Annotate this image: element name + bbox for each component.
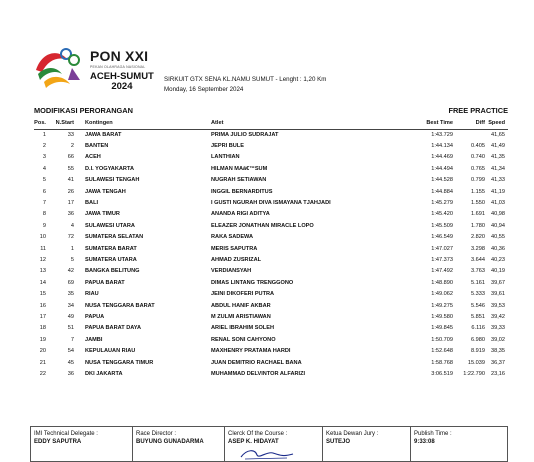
table-row — [34, 311, 508, 322]
cell-speed: 39,42 — [491, 313, 505, 320]
cell-start: 2 — [70, 143, 74, 150]
cell-diff: 3.298 — [471, 245, 485, 252]
cell-speed: 39,67 — [491, 279, 505, 286]
cell-best-time: 1:45.509 — [431, 222, 453, 229]
cell-pos: 20 — [39, 348, 46, 355]
cell-kontingen: BANGKA BELITUNG — [85, 268, 140, 275]
cell-kontingen: DKI JAKARTA — [85, 370, 123, 377]
cell-best-time: 1:52.648 — [431, 348, 453, 355]
cell-atlet: RENAL SONI CAHYONO — [211, 336, 276, 343]
cell-pos: 5 — [42, 177, 46, 184]
cell-pos: 21 — [39, 359, 46, 366]
cell-best-time: 1:44.884 — [431, 188, 453, 195]
table-row — [34, 323, 508, 334]
table-row — [34, 266, 508, 277]
results-header-row — [34, 118, 508, 129]
publish-label: Publish Time : — [414, 431, 452, 437]
cell-kontingen: BALI — [85, 200, 99, 207]
col-best-time: Best Time — [426, 120, 453, 127]
table-row — [34, 277, 508, 288]
cell-start: 7 — [70, 336, 74, 343]
cell-atlet: ELEAZER JONATHAN MIRACLE LOPO — [211, 222, 314, 229]
cell-speed: 39,53 — [491, 302, 505, 309]
cell-speed: 23,16 — [491, 370, 505, 377]
results-body — [34, 129, 508, 380]
cell-kontingen: JAMBI — [85, 336, 103, 343]
cell-best-time: 1:49.062 — [431, 291, 453, 298]
cell-pos: 17 — [39, 313, 46, 320]
cell-speed: 41,33 — [491, 177, 505, 184]
cell-start: 17 — [67, 200, 74, 207]
cell-start: 69 — [67, 279, 74, 286]
cell-pos: 4 — [42, 165, 46, 172]
session-title: FREE PRACTICE — [448, 106, 508, 115]
cell-diff: 5.333 — [471, 291, 485, 298]
table-row — [34, 152, 508, 163]
cell-pos: 18 — [39, 325, 46, 332]
publish-cell — [411, 427, 507, 461]
cell-start: 5 — [70, 256, 74, 263]
cell-best-time: 1:44.528 — [431, 177, 453, 184]
cell-best-time: 1:49.275 — [431, 302, 453, 309]
cell-diff: 6.116 — [471, 325, 485, 332]
cell-best-time: 1:45.279 — [431, 200, 453, 207]
cell-pos: 8 — [42, 211, 46, 218]
delegate-name: EDDY SAPUTRA — [34, 439, 82, 445]
cell-pos: 6 — [42, 188, 46, 195]
cell-speed: 41,65 — [491, 131, 505, 138]
col-atlet: Atlet — [211, 120, 224, 127]
table-row — [34, 186, 508, 197]
cell-diff: 6.980 — [471, 336, 485, 343]
col-speed: Speed — [488, 120, 505, 127]
event-title-block — [90, 48, 154, 92]
jury-label: Ketua Dewan Jury : — [326, 431, 379, 437]
race-director-cell — [133, 427, 225, 461]
cell-atlet: AHMAD ZUSRIZAL — [211, 256, 262, 263]
col-pos: Pos. — [34, 120, 46, 127]
cell-kontingen: D.I. YOGYAKARTA — [85, 165, 135, 172]
table-row — [34, 175, 508, 186]
cell-best-time: 1:44.469 — [431, 154, 453, 161]
table-row — [34, 197, 508, 208]
cell-pos: 3 — [42, 154, 46, 161]
class-title: MODIFIKASI PERORANGAN — [34, 106, 133, 115]
table-row — [34, 357, 508, 368]
signature-icon — [237, 447, 297, 461]
clerk-cell — [225, 427, 323, 461]
cell-best-time: 3:06.519 — [431, 370, 453, 377]
cell-best-time: 1:47.027 — [431, 245, 453, 252]
cell-kontingen: NUSA TENGGARA BARAT — [85, 302, 155, 309]
table-row — [34, 163, 508, 174]
col-kontingen: Kontingen — [85, 120, 113, 127]
table-row — [34, 220, 508, 231]
cell-start: 49 — [67, 313, 74, 320]
cell-atlet: HILMAN MAâ€™SUM — [211, 165, 268, 172]
cell-speed: 39,33 — [491, 325, 505, 332]
cell-diff: 1.780 — [471, 222, 485, 229]
table-row — [34, 300, 508, 311]
cell-atlet: PRIMA JULIO SUDRAJAT — [211, 131, 279, 138]
table-row — [34, 129, 508, 140]
cell-start: 45 — [67, 359, 74, 366]
cell-kontingen: JAWA TIMUR — [85, 211, 120, 218]
cell-atlet: ANANDA RIGI ADITYA — [211, 211, 270, 218]
cell-pos: 10 — [39, 234, 46, 241]
cell-kontingen: ACEH — [85, 154, 101, 161]
cell-best-time: 1:45.420 — [431, 211, 453, 218]
table-row — [34, 243, 508, 254]
cell-pos: 7 — [42, 200, 46, 207]
cell-best-time: 1:44.134 — [431, 143, 453, 150]
cell-best-time: 1:44.494 — [431, 165, 453, 172]
cell-start: 35 — [67, 291, 74, 298]
table-row — [34, 140, 508, 151]
cell-start: 41 — [67, 177, 74, 184]
cell-diff: 1.550 — [471, 200, 485, 207]
cell-speed: 40,55 — [491, 234, 505, 241]
race-director-name: BUYUNG GUNADARMA — [136, 439, 204, 445]
table-row — [34, 334, 508, 345]
event-name: PON XXI — [90, 48, 149, 64]
cell-atlet: ARIEL IBRAHIM SOLEH — [211, 325, 274, 332]
cell-kontingen: NUSA TENGGARA TIMUR — [85, 359, 154, 366]
cell-diff: 0.765 — [471, 165, 485, 172]
cell-diff: 1.155 — [471, 188, 485, 195]
cell-start: 4 — [70, 222, 74, 229]
cell-kontingen: SUMATERA SELATAN — [85, 234, 144, 241]
cell-pos: 12 — [39, 256, 46, 263]
cell-diff: 0.405 — [471, 143, 485, 150]
cell-speed: 41,19 — [491, 188, 505, 195]
cell-atlet: JUAN DEMITRIO RACHAEL BANA — [211, 359, 302, 366]
cell-diff: 0.799 — [471, 177, 485, 184]
col-start: N.Start — [55, 120, 74, 127]
cell-atlet: VERDIANSYAH — [211, 268, 252, 275]
cell-speed: 39,02 — [491, 336, 505, 343]
cell-start: 26 — [67, 188, 74, 195]
cell-kontingen: SUMATERA BARAT — [85, 245, 137, 252]
cell-atlet: M ZULMI ARISTIAWAN — [211, 313, 271, 320]
table-row — [34, 368, 508, 379]
cell-diff: 5.851 — [471, 313, 485, 320]
cell-pos: 14 — [39, 279, 46, 286]
cell-diff: 5.161 — [471, 279, 485, 286]
cell-start: 34 — [67, 302, 74, 309]
cell-diff: 2.820 — [471, 234, 485, 241]
cell-kontingen: PAPUA BARAT DAYA — [85, 325, 142, 332]
event-host: ACEH-SUMUT — [90, 71, 154, 82]
cell-atlet: MAXHENRY PRATAMA HARDI — [211, 348, 291, 355]
cell-pos: 11 — [40, 245, 46, 252]
table-row — [34, 345, 508, 356]
cell-kontingen: JAWA BARAT — [85, 131, 122, 138]
cell-speed: 40,94 — [491, 222, 505, 229]
cell-atlet: MUHAMMAD DELVINTOR ALFARIZI — [211, 370, 306, 377]
cell-diff: 5.546 — [471, 302, 485, 309]
table-row — [34, 209, 508, 220]
cell-best-time: 1:47.492 — [431, 268, 453, 275]
cell-best-time: 1:49.845 — [431, 325, 453, 332]
cell-best-time: 1:58.768 — [431, 359, 453, 366]
publish-time: 9:33:08 — [414, 439, 435, 445]
cell-diff — [453, 129, 485, 140]
venue-name: SIRKUIT GTX SENA KL.NAMU SUMUT - Lenght : 1,20 Km — [164, 76, 327, 83]
cell-pos: 22 — [39, 370, 46, 377]
cell-speed: 41,03 — [491, 200, 505, 207]
cell-atlet: RAKA SADEWA — [211, 234, 254, 241]
cell-atlet: I GUSTI NGURAH DIVA ISMAYANA TJAHJADI — [211, 200, 331, 207]
cell-kontingen: SUMATERA UTARA — [85, 256, 137, 263]
cell-best-time: 1:43.729 — [431, 131, 453, 138]
event-date: Monday, 16 September 2024 — [164, 85, 244, 93]
cell-kontingen: PAPUA BARAT — [85, 279, 125, 286]
venue-info — [164, 75, 326, 94]
cell-speed: 40,36 — [491, 245, 505, 252]
cell-speed: 40,19 — [491, 268, 505, 275]
results-table — [34, 118, 508, 380]
cell-start: 1 — [70, 245, 74, 252]
cell-atlet: MERIS SAPUTRA — [211, 245, 258, 252]
table-row — [34, 254, 508, 265]
cell-diff: 0.740 — [471, 154, 485, 161]
cell-speed: 40,23 — [491, 256, 505, 263]
officials-footer — [30, 426, 508, 462]
cell-atlet: INGGIL BERNARDITUS — [211, 188, 273, 195]
cell-start: 72 — [67, 234, 74, 241]
delegate-label: IMI Technical Delegate : — [34, 431, 98, 437]
cell-atlet: JEPRI BULE — [211, 143, 244, 150]
cell-pos: 1 — [42, 131, 46, 138]
cell-atlet: JEINI DIKOFERI PUTRA — [211, 291, 275, 298]
cell-speed: 39,61 — [491, 291, 505, 298]
table-row — [34, 288, 508, 299]
cell-start: 51 — [67, 325, 74, 332]
cell-atlet: LANTHIAN — [211, 154, 240, 161]
cell-diff: 15.039 — [467, 359, 485, 366]
clerk-name: ASEP K. HIDAYAT — [228, 439, 279, 445]
cell-pos: 9 — [42, 222, 46, 229]
event-year: 2024 — [111, 81, 133, 92]
cell-kontingen: SULAWESI TENGAH — [85, 177, 140, 184]
cell-best-time: 1:47.373 — [431, 256, 453, 263]
cell-kontingen: PAPUA — [85, 313, 105, 320]
cell-speed: 36,37 — [491, 359, 505, 366]
cell-start: 36 — [67, 370, 74, 377]
cell-speed: 40,98 — [491, 211, 505, 218]
cell-speed: 41,49 — [491, 143, 505, 150]
jury-name: SUTEJO — [326, 439, 351, 445]
cell-start: 42 — [67, 268, 74, 275]
cell-pos: 13 — [39, 268, 46, 275]
cell-kontingen: JAWA TENGAH — [85, 188, 126, 195]
cell-best-time: 1:46.549 — [431, 234, 453, 241]
cell-diff: 3.763 — [471, 268, 485, 275]
cell-start: 66 — [67, 154, 74, 161]
jury-cell — [323, 427, 411, 461]
event-tagline: PEKAN OLAHRAGA NASIONAL — [90, 65, 146, 69]
delegate-cell — [31, 427, 133, 461]
cell-speed: 38,35 — [491, 348, 505, 355]
cell-start: 33 — [67, 131, 74, 138]
cell-atlet: DIMAS LINTANG TRENGGONO — [211, 279, 294, 286]
cell-diff: 1.691 — [471, 211, 485, 218]
race-director-label: Race Director : — [136, 431, 177, 437]
cell-diff: 8.919 — [471, 348, 485, 355]
clerk-label: Clerck Of the Course : — [228, 431, 288, 437]
cell-best-time: 1:50.709 — [431, 336, 453, 343]
cell-pos: 19 — [39, 336, 46, 343]
cell-kontingen: SULAWESI UTARA — [85, 222, 135, 229]
cell-speed: 41,35 — [491, 154, 505, 161]
cell-best-time: 1:49.580 — [431, 313, 453, 320]
cell-start: 36 — [67, 211, 74, 218]
cell-best-time: 1:48.890 — [431, 279, 453, 286]
table-row — [34, 232, 508, 243]
pon-logo-icon — [28, 40, 88, 98]
col-diff: Diff — [475, 120, 485, 127]
cell-atlet: NUGRAH SETIAWAN — [211, 177, 267, 184]
cell-start: 55 — [67, 165, 74, 172]
cell-kontingen: KEPULAUAN RIAU — [85, 348, 136, 355]
cell-kontingen: BANTEN — [85, 143, 109, 150]
cell-kontingen: RIAU — [85, 291, 99, 298]
cell-pos: 16 — [39, 302, 46, 309]
cell-start: 54 — [67, 348, 74, 355]
cell-pos: 2 — [42, 143, 46, 150]
cell-atlet: ABDUL HANIF AKBAR — [211, 302, 271, 309]
cell-diff: 3.644 — [471, 256, 485, 263]
cell-diff: 1:22.790 — [463, 370, 485, 377]
cell-speed: 41,34 — [491, 165, 505, 172]
cell-pos: 15 — [39, 291, 46, 298]
